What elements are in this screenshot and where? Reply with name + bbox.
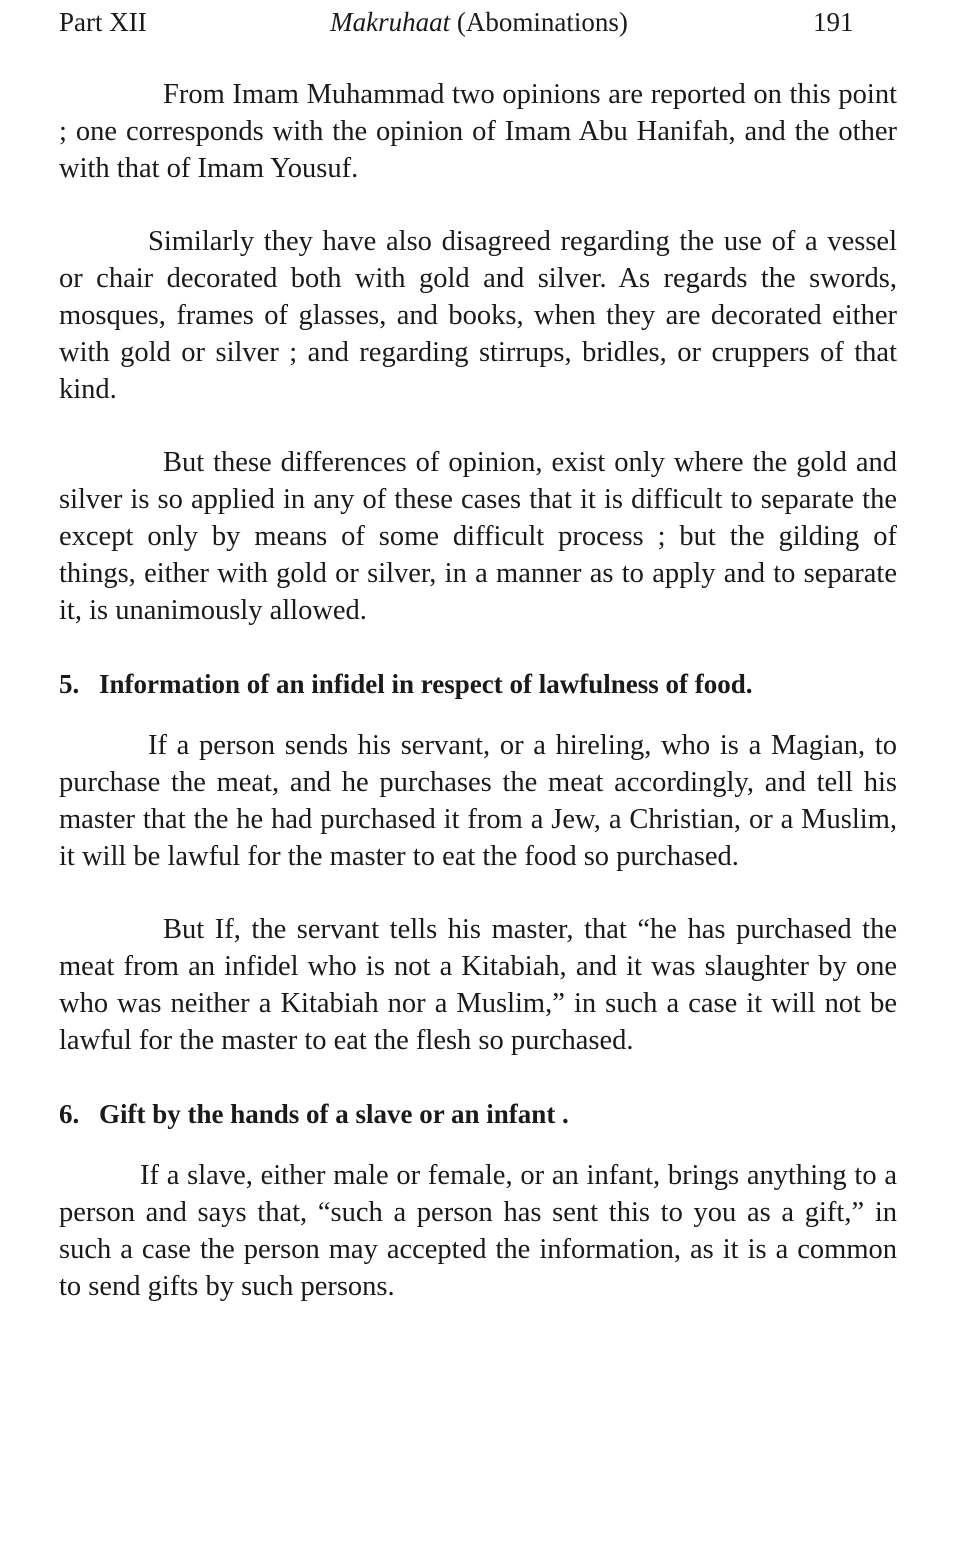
- paragraph-4: If a person sends his servant, or a hireling, who is a Magian, to purchase the meat, and he purchases the meat accordingly, and tell his master that the he had purchased it from a Jew, a Christian, or a Muslim, it will be lawful for the master to eat the food so purchased.: [59, 730, 897, 872]
- chapter-title-italic: Makruhaat: [330, 7, 451, 37]
- section-title: Gift by the hands of a slave or an infant .: [99, 1099, 569, 1129]
- running-header: [59, 4, 899, 40]
- section-title: Information of an infidel in respect of lawfulness of food.: [99, 669, 753, 699]
- section-heading-5: [59, 665, 897, 703]
- chapter-title-rest: (Abominations): [450, 7, 628, 37]
- paragraph-1: From Imam Muhammad two opinions are reported on this point ; one corresponds with the opinion of Imam Abu Hanifah, and the other with that of Imam Yousuf.: [59, 79, 897, 184]
- page-body: [59, 76, 897, 1341]
- paragraph-6: If a slave, either male or female, or an infant, brings anything to a person and says that, “such a person has sent this to you as a gift,” in such a case the person may accepted the information, as it is a common to send gifts by such persons.: [59, 1160, 897, 1302]
- section-heading-6: [59, 1095, 897, 1133]
- paragraph-3: But these differences of opinion, exist only where the gold and silver is so applied in any of these cases that it is difficult to separate the except only by means of some difficult process ; but the gilding of things, either with gold or silver, in a manner as to apply and to separate it, is unanimously allowed.: [59, 447, 897, 626]
- section-number: 5.: [59, 669, 80, 699]
- page-number: 191: [813, 7, 854, 37]
- chapter-title: [59, 4, 899, 40]
- paragraph-5: But If, the servant tells his master, that “he has purchased the meat from an infidel who is not a Kitabiah, and it was slaughter by one who was neither a Kitabiah nor a Muslim,” in such a case it will not be lawful for the master to eat the flesh so purchased.: [59, 914, 897, 1056]
- section-number: 6.: [59, 1099, 80, 1129]
- part-label: Part XII: [59, 7, 147, 37]
- paragraph-2: Similarly they have also disagreed regarding the use of a vessel or chair decorated both with gold and silver. As regards the swords, mosques, frames of glasses, and books, when they are decorated either with gold or silver ; and regarding stirrups, bridles, or cruppers of that kind.: [59, 226, 897, 405]
